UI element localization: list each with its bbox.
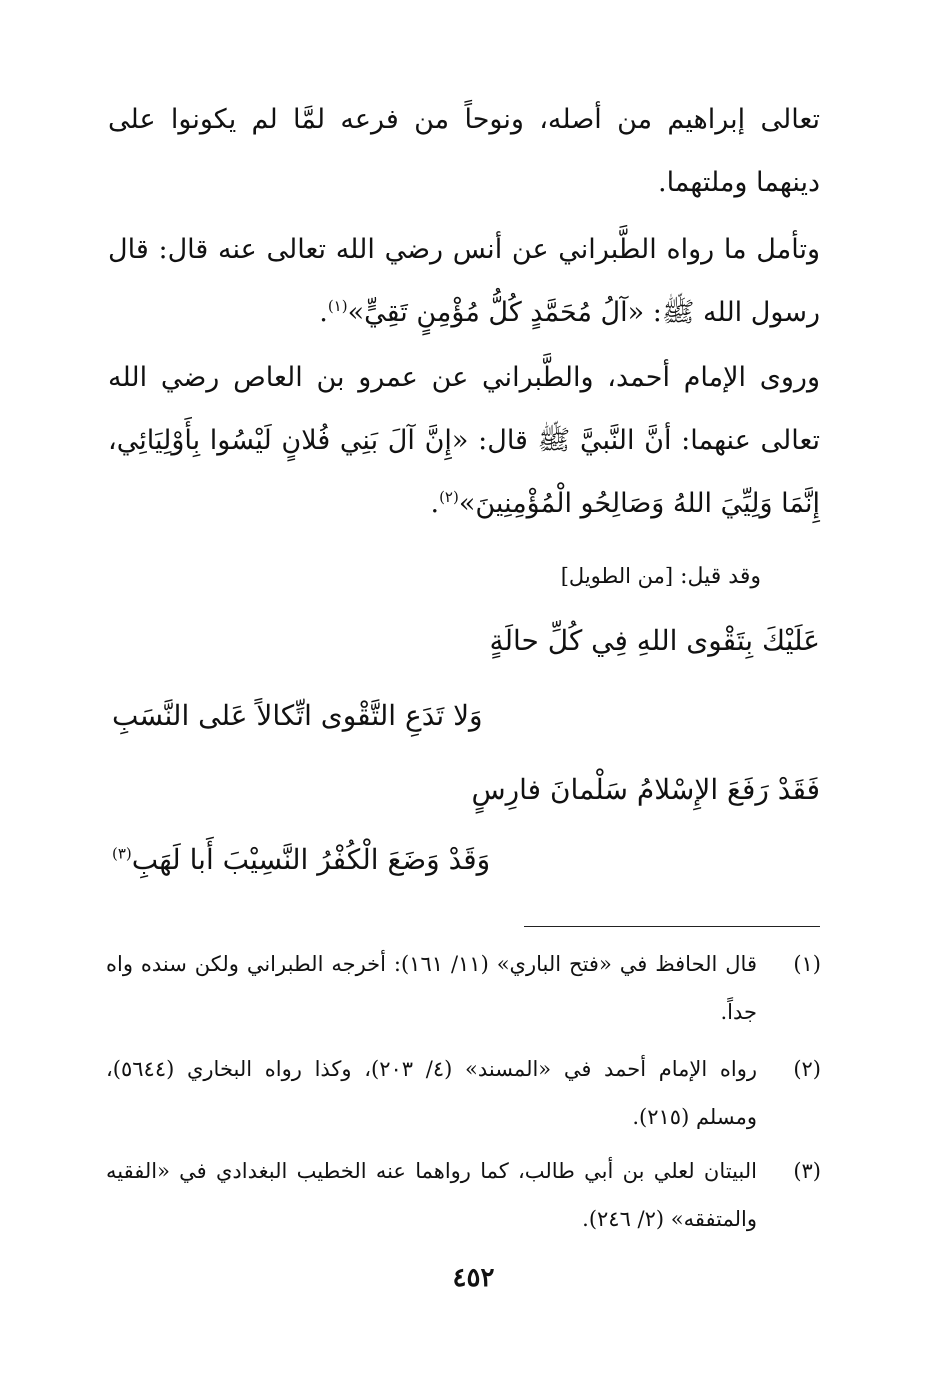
footnote-3-number: (٣) — [793, 1159, 821, 1183]
footnote-2 — [106, 1045, 821, 1141]
poem-intro-text: وقد قيل: — [680, 564, 761, 589]
footnote-ref-3[interactable]: (٣) — [112, 844, 132, 863]
footnote-2-text: رواه الإمام أحمد في «المسند» (٤/ ٢٠٣)، وكذا رواه البخاري (٥٦٤٤)، ومسلم (٢١٥). — [106, 1057, 757, 1129]
footnote-3-text: البيتان لعلي بن أبي طالب، كما رواهما عنه الخطيب البغدادي في «الفقيه والمتفقه» (٢/ ٢٤٦). — [106, 1159, 757, 1231]
footnote-separator — [524, 926, 820, 927]
poem-intro — [561, 558, 761, 595]
poem-line-2: وَلا تَدَعِ التَّقْوى اتِّكالاً عَلى النَّسَبِ — [112, 699, 483, 732]
footnote-ref-1[interactable]: (١) — [327, 297, 348, 315]
paragraph-ahmad-amr-text: وروى الإمام أحمد، والطَّبراني عن عمرو بن العاص رضي الله تعالى عنهما: أنَّ النَّبيَّ ﷺ قال: «إِنَّ آلَ بَنِي فُلانٍ لَيْسُوا بِأَوْلِيَائِي، إِنَّمَا وَلِيِّيَ اللهُ وَصَالِحُو الْمُؤْمِنِينَ» — [108, 362, 820, 519]
footnote-2-number: (٢) — [793, 1057, 821, 1081]
poem-line-4-text: وَقَدْ وَضَعَ الْكُفْرُ النَّسِيْبَ أَبا لَهَبِ — [131, 843, 491, 876]
paragraph-tabarani-anas-text: وتأمل ما رواه الطَّبراني عن أنس رضي الله تعالى عنه قال: قال رسول الله ﷺ: «آلُ مُحَمَّدٍ كُلُّ مُؤْمِنٍ تَقِيٍّ» — [108, 234, 820, 328]
page-number: ٤٥٢ — [452, 1263, 495, 1293]
paragraph-tabarani-anas — [108, 218, 820, 344]
paragraph-opening — [108, 88, 820, 214]
poem-line-3: فَقَدْ رَفَعَ الإِسْلامُ سَلْمانَ فارِسٍ — [471, 773, 820, 806]
paragraph-opening-text: تعالى إبراهيم من أصله، ونوحاً من فرعه لمَّا لم يكونوا على دينهما وملتهما. — [108, 104, 820, 198]
footnote-1-number: (١) — [793, 952, 821, 976]
poem-meter: [من الطويل] — [560, 564, 674, 588]
paragraph-ahmad-amr — [108, 346, 820, 535]
poem-line-1: عَلَيْكَ بِتَقْوى اللهِ فِي كُلِّ حالَةٍ — [489, 624, 820, 657]
poem-line-4 — [112, 836, 490, 884]
footnote-1-text: قال الحافظ في «فتح الباري» (١١/ ١٦١): أخرجه الطبراني ولكن سنده واه جداً. — [106, 952, 757, 1024]
paragraph-tabarani-anas-end: . — [319, 297, 328, 328]
footnote-3 — [106, 1147, 821, 1243]
footnote-ref-2[interactable]: (٢) — [439, 488, 459, 506]
footnote-1 — [106, 940, 821, 1036]
paragraph-ahmad-amr-end: . — [430, 488, 440, 519]
